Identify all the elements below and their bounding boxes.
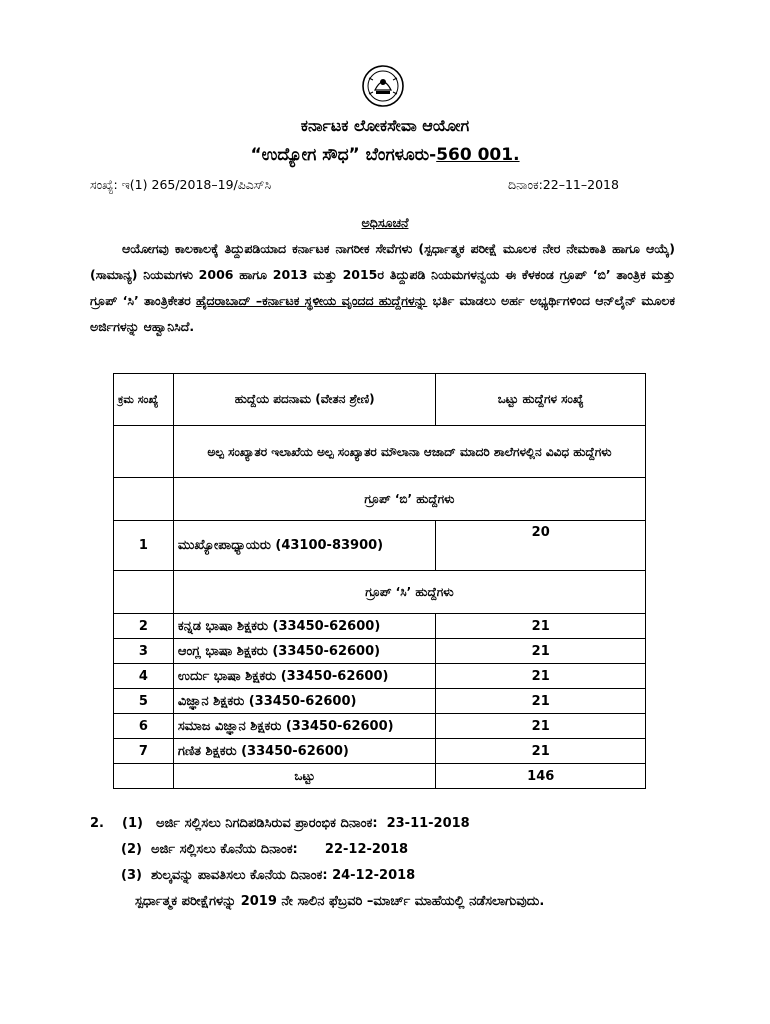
item-value: 22-12-2018 [324,842,409,857]
item-number: (1) [122,816,143,831]
para-part-a: ಆಯೋಗವು ಕಾಲಕಾಲಕ್ಕೆ ತಿದ್ದುಪಡಿಯಾದ ಕರ್ನಾಟಕ ನಾಗರೀಕ ಸೇವೆಗಳು (ಸ್ಪರ್ಧಾತ್ಮಕ ಪರೀಕ್ಷೆ ಮೂಲಕ ನೇರ ನೇಮಕಾತಿ ಹಾಗೂ ಆಯ್ಕೆ) (ಸಾಮಾನ್ಯ) ನಿಯಮಗಳು 2006 ಹಾಗೂ 2013 ಮತ್ತು 2015ರ ತಿದ್ದುಪಡಿ ನಿಯಮಗಳನ್ವಯ ಈ ಕೆಳಕಂಡ ಗ್ರೂಪ್ ‘ಬಿ’ ತಾಂತ್ರಿಕ ಮತ್ತು ಗ್ರೂಪ್ ‘ಸಿ’ ತಾಂತ್ರಿಕೇತರ [90,241,675,308]
address-prefix: “ಉದ್ಯೋಗ ಸೌಧ” ಬೆಂಗಳೂರು- [250,145,437,165]
section-number: 2. [90,816,104,831]
date-item-1 [90,811,544,837]
row-post: ಸಮಾಜ ವಿಜ್ಞಾನ ಶಿಕ್ಷಕರು (33450-62600) [173,714,436,739]
group-c-heading: ಗ್ರೂಪ್ ‘ಸಿ’ ಹುದ್ದೆಗಳು [173,571,645,614]
row-count: 21 [436,639,646,664]
total-row [114,764,646,789]
address-pin: 560 001. [436,145,520,165]
table-row [114,664,646,689]
notification-paragraph [90,236,675,340]
row-serial: 4 [114,664,174,689]
karnataka-emblem-seal-icon [361,64,405,108]
row-serial: 5 [114,689,174,714]
table-row [114,521,646,571]
table-row [114,639,646,664]
group-c-heading-row [114,571,646,614]
item-label: ಶುಲ್ಕವನ್ನು ಪಾವತಿಸಲು ಕೊನೆಯ ದಿನಾಂಕ: [151,868,328,883]
item-value: 23-11-2018 [386,816,470,831]
row-count: 21 [436,689,646,714]
para-underlined: ಹೈದರಾಬಾದ್ –ಕರ್ನಾಟಕ ಸ್ಥಳೀಯ ವೃಂದದ ಹುದ್ದೆಗಳನ್ನು [195,293,428,308]
header-serial: ಕ್ರಮ ಸಂಖ್ಯೆ [114,374,174,426]
notification-date: ದಿನಾಂಕ:22–11–2018 [508,177,619,192]
item-number: (2) [121,842,142,857]
exam-note: ಸ್ಪರ್ಧಾತ್ಮಕ ಪರೀಕ್ಷೆಗಳನ್ನು 2019 ನೇ ಸಾಲಿನ ಫೆಬ್ರವರಿ –ಮಾರ್ಚ್ ಮಾಹೆಯಲ್ಲಿ ನಡೆಸಲಾಗುವುದು. [135,894,545,909]
org-name: ಕರ್ನಾಟಕ ಲೋಕಸೇವಾ ಆಯೋಗ [300,116,470,135]
table-row [114,739,646,764]
row-serial: 7 [114,739,174,764]
total-value: 146 [436,764,646,789]
row-count: 21 [436,739,646,764]
dept-heading: ಅಲ್ಪ ಸಂಖ್ಯಾತರ ಇಲಾಖೆಯ ಅಲ್ಪ ಸಂಖ್ಯಾತರ ಮೌಲಾನಾ ಆಜಾದ್ ಮಾದರಿ ಶಾಲೆಗಳಲ್ಲಿನ ವಿವಿಧ ಹುದ್ದೆಗಳು [173,426,645,478]
row-post: ಕನ್ನಡ ಭಾಷಾ ಶಿಕ್ಷಕರು (33450-62600) [173,614,436,639]
row-serial: 3 [114,639,174,664]
row-post: ವಿಜ್ಞಾನ ಶಿಕ್ಷಕರು (33450-62600) [173,689,436,714]
para-part-b: ಭರ್ತಿ ಮಾಡಲು ಅರ್ಹ ಅಭ್ಯರ್ಥಿಗಳಿಂದ ಆನ್‌ಲೈನ್ ಮೂಲಕ ಅರ್ಜಿಗಳನ್ನು ಆಹ್ವಾನಿಸಿದೆ. [90,293,675,334]
dept-heading-row [114,426,646,478]
posts-table [113,373,646,789]
item-label: ಅರ್ಜಿ ಸಲ್ಲಿಸಲು ನಿಗದಿಪಡಿಸಿರುವ ಪ್ರಾರಂಭಿಕ ದಿನಾಂಕ: [156,816,378,831]
notification-heading: ಅಧಿಸೂಚನೆ [361,215,409,230]
date-item-3 [90,863,544,889]
header-count: ಒಟ್ಟು ಹುದ್ದೆಗಳ ಸಂಖ್ಯೆ [436,374,646,426]
important-dates [90,811,544,915]
table-row [114,689,646,714]
row-serial: 6 [114,714,174,739]
reference-number: ಸಂಖ್ಯೆ: ಇ(1) 265/2018–19/ಪಿಎಸ್‌ಸಿ [90,177,272,192]
header-post: ಹುದ್ದೆಯ ಪದನಾಮ (ವೇತನ ಶ್ರೇಣಿ) [173,374,436,426]
total-label: ಒಟ್ಟು [173,764,436,789]
table-row [114,714,646,739]
row-count: 21 [436,664,646,689]
row-count: 20 [436,521,646,571]
row-serial: 1 [114,521,174,571]
row-post: ಉರ್ದು ಭಾಷಾ ಶಿಕ್ಷಕರು (33450-62600) [173,664,436,689]
item-value: 24-12-2018 [332,868,416,883]
group-b-heading: ಗ್ರೂಪ್ ‘ಬಿ’ ಹುದ್ದೆಗಳು [173,478,645,521]
row-count: 21 [436,614,646,639]
date-item-2 [90,837,544,863]
row-post: ಆಂಗ್ಲ ಭಾಷಾ ಶಿಕ್ಷಕರು (33450-62600) [173,639,436,664]
group-b-heading-row [114,478,646,521]
item-label: ಅರ್ಜಿ ಸಲ್ಲಿಸಲು ಕೊನೆಯ ದಿನಾಂಕ: [151,842,298,857]
row-post: ಗಣಿತ ಶಿಕ್ಷಕರು (33450-62600) [173,739,436,764]
row-count: 21 [436,714,646,739]
table-header-row [114,374,646,426]
item-number: (3) [121,868,142,883]
row-post: ಮುಖ್ಯೋಪಾಧ್ಯಾಯರು (43100-83900) [173,521,436,571]
row-serial: 2 [114,614,174,639]
table-row [114,614,646,639]
office-address [0,145,770,165]
